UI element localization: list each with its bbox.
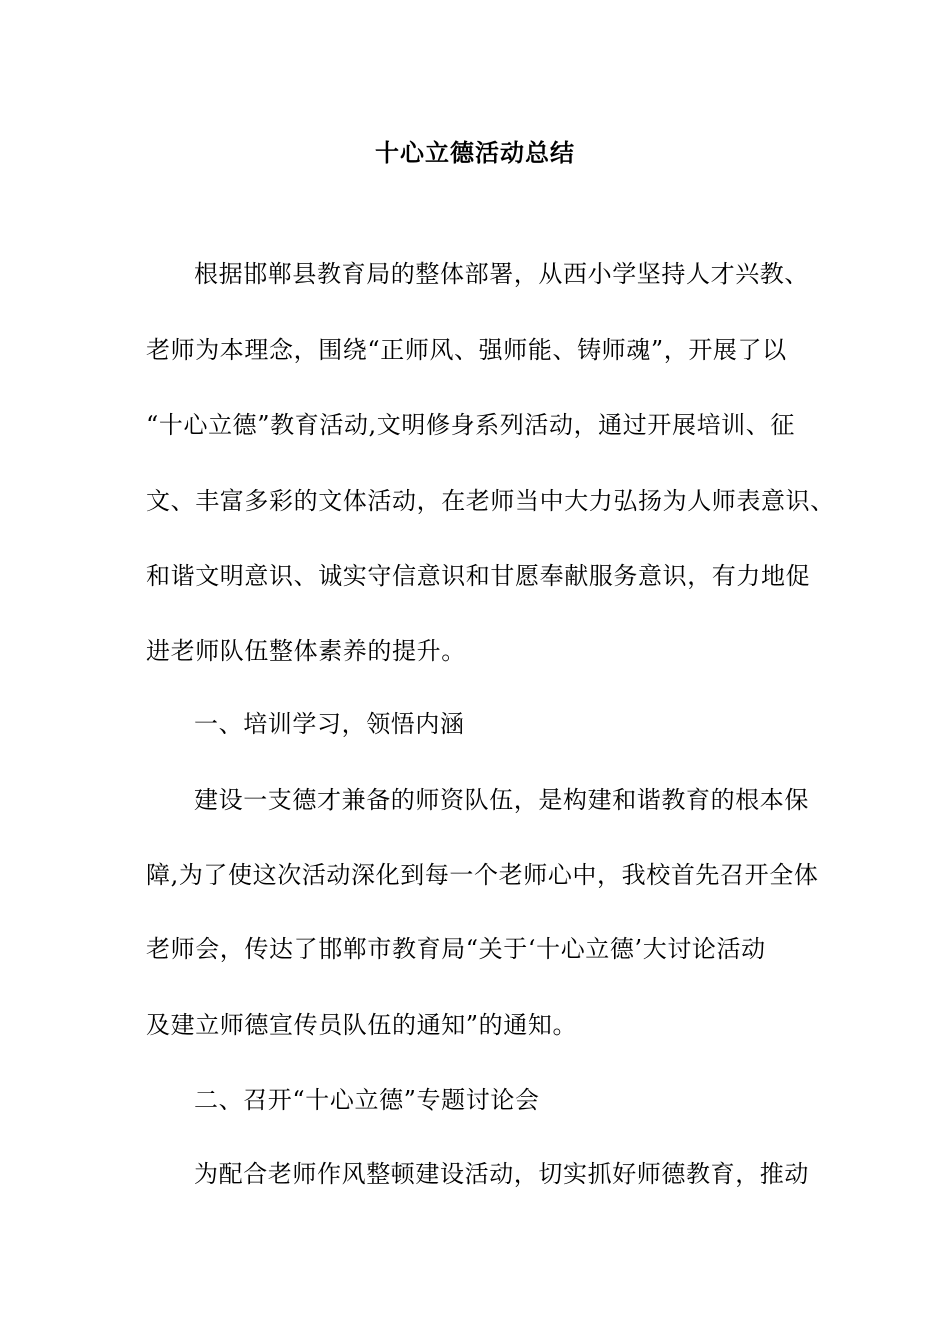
paragraph-line: 为配合老师作风整顿建设活动，切实抓好师德教育，推动 bbox=[194, 1160, 809, 1188]
section-heading: 一、培训学习，领悟内涵 bbox=[194, 710, 465, 738]
paragraph-line: 及建立师德宣传员队伍的通知”的通知。 bbox=[146, 1011, 578, 1039]
paragraph-line: 障,为了使这次活动深化到每一个老师心中，我校首先召开全体 bbox=[146, 861, 819, 889]
paragraph-line: 和谐文明意识、诚实守信意识和甘愿奉献服务意识，有力地促 bbox=[146, 562, 811, 590]
paragraph-line: 老师为本理念，围绕“正师风、强师能、铸师魂”，开展了以 bbox=[146, 336, 787, 364]
paragraph-line: “十心立德”教育活动,文明修身系列活动，通过开展培训、征 bbox=[146, 411, 795, 439]
paragraph-line: 根据邯郸县教育局的整体部署，从西小学坚持人才兴教、 bbox=[194, 260, 809, 288]
paragraph-line: 建设一支德才兼备的师资队伍，是构建和谐教育的根本保 bbox=[194, 786, 809, 814]
paragraph-line: 老师会，传达了邯郸市教育局“关于‘十心立德’大讨论活动 bbox=[146, 935, 766, 963]
paragraph-line: 文、丰富多彩的文体活动，在老师当中大力弘扬为人师表意识、 bbox=[146, 487, 835, 515]
paragraph-line: 进老师队伍整体素养的提升。 bbox=[146, 637, 466, 665]
section-heading: 二、召开“十心立德”专题讨论会 bbox=[194, 1086, 540, 1114]
document-title: 十心立德活动总结 bbox=[375, 138, 575, 167]
